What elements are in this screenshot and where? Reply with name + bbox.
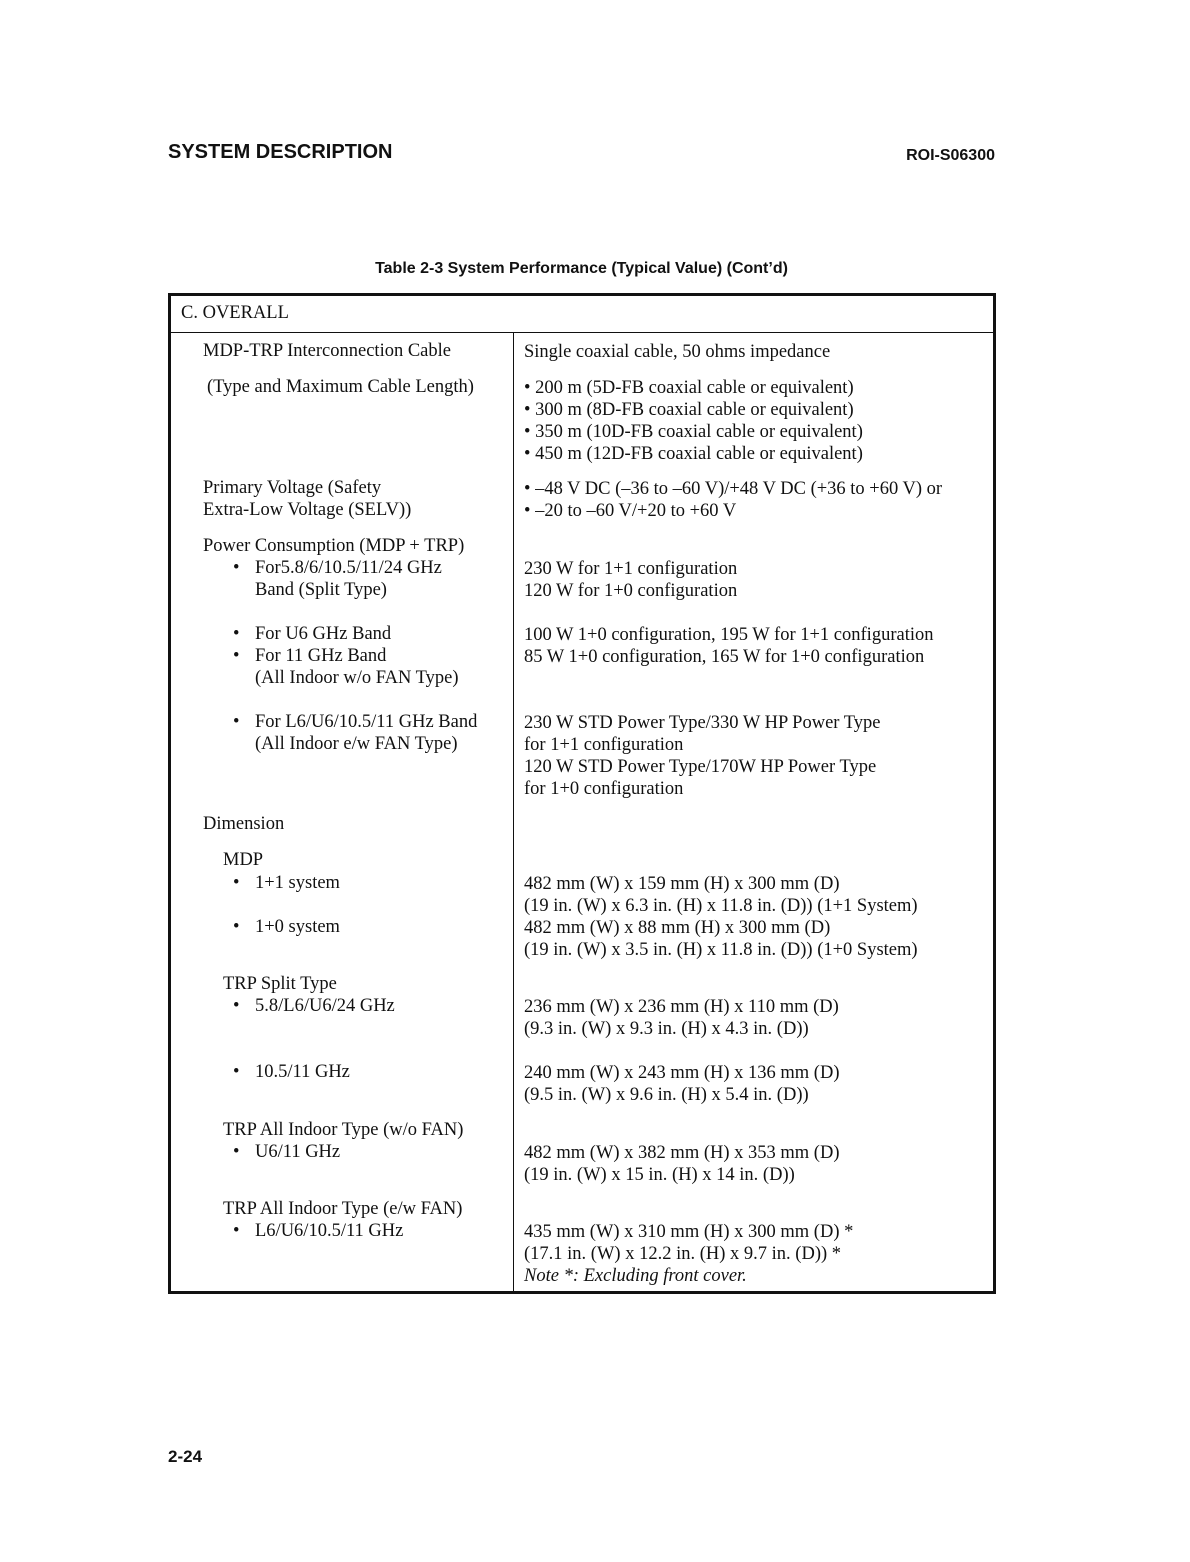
- cell-value: (9.3 in. (W) x 9.3 in. (H) x 4.3 in. (D)): [524, 1019, 809, 1039]
- cell-label: (All Indoor e/w FAN Type): [255, 734, 458, 754]
- cell-value: • –48 V DC (–36 to –60 V)/+48 V DC (+36 to +60 V) or: [524, 479, 943, 499]
- table-section-header: [171, 296, 993, 333]
- cell-label: Power Consumption (MDP + TRP): [203, 536, 465, 556]
- cell-label: • 1+1 system: [255, 872, 340, 894]
- cell-label: Dimension: [203, 814, 285, 834]
- cell-value: Single coaxial cable, 50 ohms impedance: [524, 342, 831, 362]
- cell-value: 230 W STD Power Type/330 W HP Power Type: [524, 713, 881, 733]
- footnote: Note *: Excluding front cover.: [524, 1266, 747, 1286]
- cell-value: (17.1 in. (W) x 12.2 in. (H) x 9.7 in. (D)) *: [524, 1244, 842, 1264]
- table-caption: Table 2-3 System Performance (Typical Value) (Cont’d): [375, 260, 788, 277]
- cell-value: 236 mm (W) x 236 mm (H) x 110 mm (D): [524, 997, 839, 1017]
- cell-value: 482 mm (W) x 382 mm (H) x 353 mm (D): [524, 1143, 840, 1163]
- cell-value: (19 in. (W) x 6.3 in. (H) x 11.8 in. (D)) (1+1 System): [524, 896, 918, 916]
- cell-value: • 300 m (8D-FB coaxial cable or equivalent): [524, 400, 854, 420]
- cell-label: • L6/U6/10.5/11 GHz: [255, 1220, 403, 1242]
- page-number: 2-24: [168, 1447, 203, 1466]
- cell-value: 120 W STD Power Type/170W HP Power Type: [524, 757, 877, 777]
- cell-value: for 1+0 configuration: [524, 779, 684, 799]
- cell-label: • For L6/U6/10.5/11 GHz Band: [255, 711, 477, 733]
- cell-value: (19 in. (W) x 15 in. (H) x 14 in. (D)): [524, 1165, 795, 1185]
- cell-label: (All Indoor w/o FAN Type): [255, 668, 459, 688]
- cell-value: (19 in. (W) x 3.5 in. (H) x 11.8 in. (D)) (1+0 System): [524, 940, 918, 960]
- cell-label: (Type and Maximum Cable Length): [207, 377, 474, 397]
- cell-label: • 10.5/11 GHz: [255, 1061, 350, 1083]
- cell-value: • 450 m (12D-FB coaxial cable or equivalent): [524, 444, 863, 464]
- cell-label: • For 11 GHz Band: [255, 645, 386, 667]
- cell-label: • For5.8/6/10.5/11/24 GHz: [255, 557, 442, 579]
- cell-value: 230 W for 1+1 configuration: [524, 559, 738, 579]
- section-title: C. OVERALL: [181, 303, 289, 323]
- cell-label: TRP All Indoor Type (e/w FAN): [223, 1199, 463, 1219]
- cell-label: • 5.8/L6/U6/24 GHz: [255, 995, 395, 1017]
- cell-value: for 1+1 configuration: [524, 735, 684, 755]
- document-id: ROI-S06300: [906, 147, 995, 164]
- cell-value: 482 mm (W) x 88 mm (H) x 300 mm (D): [524, 918, 831, 938]
- performance-table: [168, 293, 996, 1294]
- cell-label: • For U6 GHz Band: [255, 623, 391, 645]
- cell-label: Primary Voltage (Safety: [203, 478, 382, 498]
- cell-label: TRP All Indoor Type (w/o FAN): [223, 1120, 464, 1140]
- cell-label: Extra-Low Voltage (SELV)): [203, 500, 412, 520]
- cell-value: • –20 to –60 V/+20 to +60 V: [524, 501, 737, 521]
- cell-value: • 350 m (10D-FB coaxial cable or equivalent): [524, 422, 863, 442]
- page-header-title: SYSTEM DESCRIPTION: [168, 141, 393, 163]
- cell-label: TRP Split Type: [223, 974, 337, 994]
- cell-label: Band (Split Type): [255, 580, 387, 600]
- cell-label: • U6/11 GHz: [255, 1141, 340, 1163]
- cell-value: (9.5 in. (W) x 9.6 in. (H) x 5.4 in. (D)): [524, 1085, 809, 1105]
- cell-value: • 200 m (5D-FB coaxial cable or equivalent): [524, 378, 854, 398]
- cell-value: 85 W 1+0 configuration, 165 W for 1+0 configuration: [524, 647, 925, 667]
- cell-value: 100 W 1+0 configuration, 195 W for 1+1 configuration: [524, 625, 934, 645]
- cell-value: 240 mm (W) x 243 mm (H) x 136 mm (D): [524, 1063, 840, 1083]
- cell-label: MDP-TRP Interconnection Cable: [203, 341, 451, 361]
- cell-value: 120 W for 1+0 configuration: [524, 581, 738, 601]
- column-divider: [513, 332, 514, 1291]
- cell-value: 435 mm (W) x 310 mm (H) x 300 mm (D) *: [524, 1222, 854, 1242]
- cell-value: 482 mm (W) x 159 mm (H) x 300 mm (D): [524, 874, 840, 894]
- cell-label: MDP: [223, 850, 264, 870]
- cell-label: • 1+0 system: [255, 916, 340, 938]
